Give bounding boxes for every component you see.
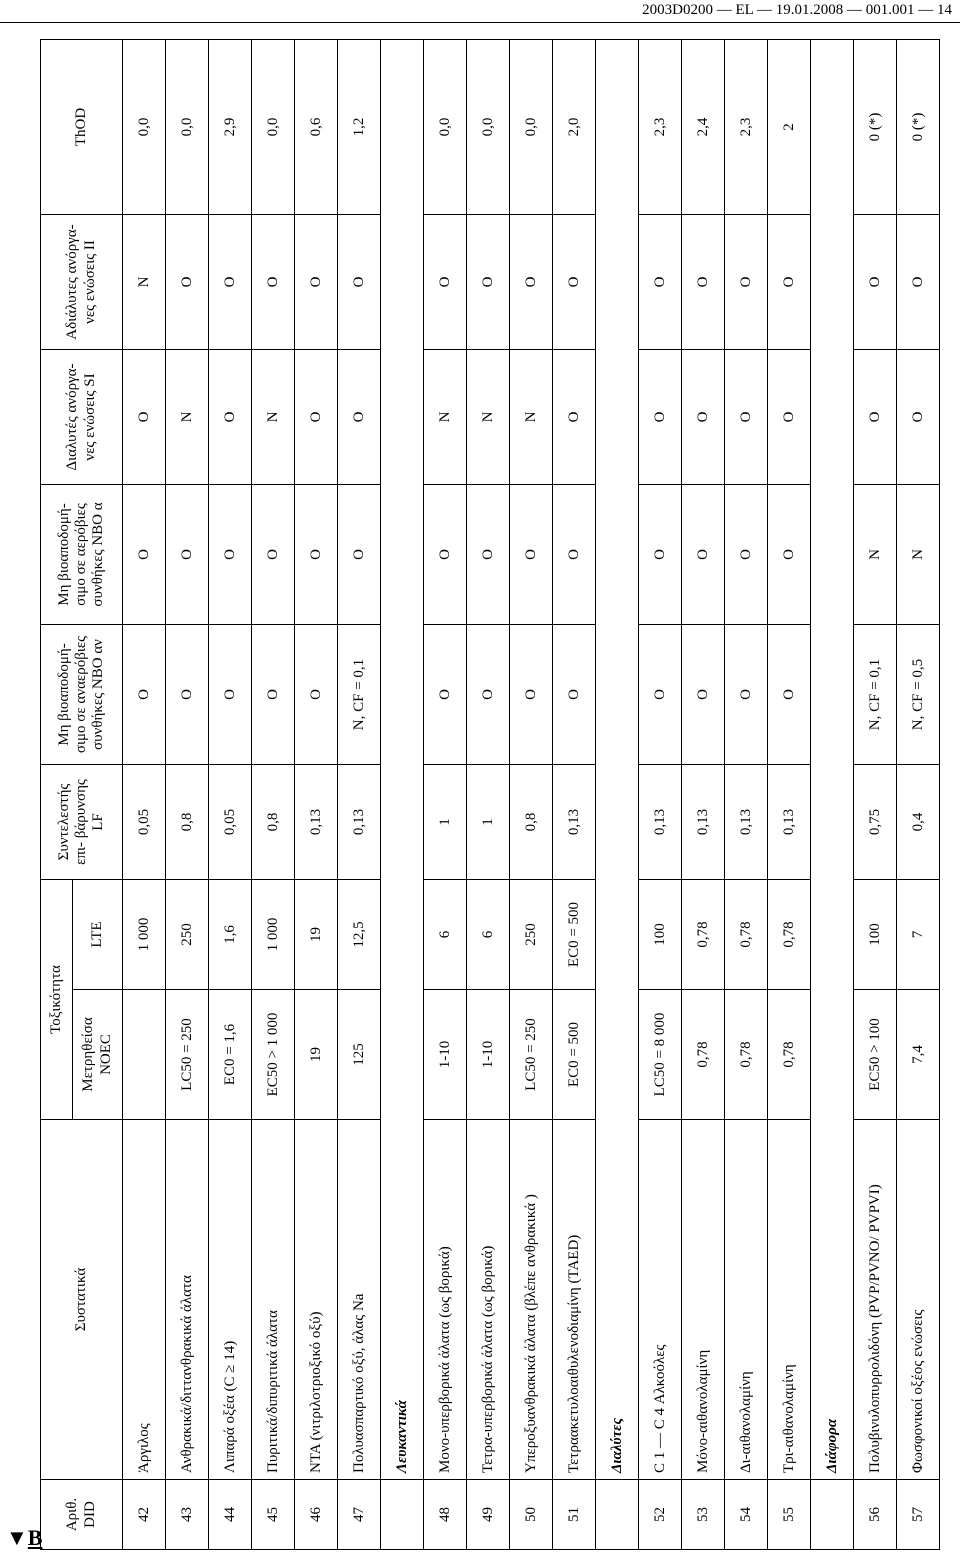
cell-id: 45 xyxy=(252,1480,295,1550)
cell-name: Τετρα-υπερβορικά άλατα (ως βορικά) xyxy=(467,1120,510,1480)
cell-thod: 0 (*) xyxy=(854,40,897,215)
cell-noec: EC0 = 1,6 xyxy=(209,990,252,1120)
cell-nbo-anaerobic: N, CF = 0,1 xyxy=(854,625,897,765)
cell-nbo-aerobic: O xyxy=(682,485,725,625)
cell-lf: 0,8 xyxy=(166,765,209,880)
section-row xyxy=(811,40,854,1550)
cell-thod: 2,3 xyxy=(725,40,768,215)
cell-nbo-anaerobic: O xyxy=(510,625,553,765)
col-noec-header: Μετρηθείσα NOEC xyxy=(73,990,123,1120)
cell-noec: 7,4 xyxy=(897,990,940,1120)
cell-lf: 0,13 xyxy=(682,765,725,880)
cell-id: 46 xyxy=(295,1480,338,1550)
col-aerobic-header: Μη βιοαποδομή- σιμο σε αερόβιες συνθήκες ΝΒΟ α xyxy=(41,485,123,625)
table-row xyxy=(854,40,897,1550)
col-id-header: Αριθ. DID xyxy=(41,1480,123,1550)
cell-lf: 0,13 xyxy=(338,765,381,880)
document-reference: 2003D0200 — EL — 19.01.2008 — 001.001 — 14 xyxy=(642,2,952,18)
cell-ii: O xyxy=(854,215,897,350)
cell-id: 49 xyxy=(467,1480,510,1550)
cell-lf: 0,8 xyxy=(510,765,553,880)
cell-nbo-aerobic: N xyxy=(854,485,897,625)
amendment-marker xyxy=(6,1525,42,1551)
cell-name: Τετραακετυλοαιθυλενοδιαμίνη (TAED) xyxy=(553,1120,596,1480)
cell-si: O xyxy=(209,350,252,485)
cell-nbo-anaerobic: O xyxy=(295,625,338,765)
cell-thod: 0,0 xyxy=(510,40,553,215)
cell-ii: O xyxy=(510,215,553,350)
cell-ii: O xyxy=(467,215,510,350)
cell-noec: 1-10 xyxy=(467,990,510,1120)
cell-noec: 125 xyxy=(338,990,381,1120)
cell-si: N xyxy=(252,350,295,485)
cell-ii: O xyxy=(639,215,682,350)
cell-nbo-aerobic: N xyxy=(897,485,940,625)
cell-noec xyxy=(123,990,166,1120)
cell-thod: 2,3 xyxy=(639,40,682,215)
cell-si: O xyxy=(725,350,768,485)
cell-noec: EC0 = 500 xyxy=(553,990,596,1120)
cell-thod: 0,6 xyxy=(295,40,338,215)
cell-nbo-aerobic: O xyxy=(768,485,811,625)
cell-lte: 100 xyxy=(854,880,897,990)
cell-lte: 1 000 xyxy=(123,880,166,990)
cell-noec: EC50 > 100 xyxy=(854,990,897,1120)
cell-lte: 250 xyxy=(510,880,553,990)
cell-si: O xyxy=(639,350,682,485)
table-row xyxy=(166,40,209,1550)
cell-si: O xyxy=(123,350,166,485)
table-row xyxy=(897,40,940,1550)
cell-id: 44 xyxy=(209,1480,252,1550)
cell-nbo-aerobic: O xyxy=(639,485,682,625)
table-row xyxy=(338,40,381,1550)
section-title: Διάφορα xyxy=(811,40,854,1480)
col-anaerobic-header: Μη βιοαποδομή- σιμο σε αναερόβιες συνθήκες ΝΒΟ αν xyxy=(41,625,123,765)
cell-thod: 0 (*) xyxy=(897,40,940,215)
col-toxicity-header: Τοξικότητα xyxy=(41,880,73,1120)
section-row xyxy=(596,40,639,1550)
cell-thod: 0,0 xyxy=(467,40,510,215)
table-row xyxy=(209,40,252,1550)
cell-lf: 1 xyxy=(467,765,510,880)
col-thod-header: ThOD xyxy=(41,40,123,215)
table-row xyxy=(123,40,166,1550)
cell-lte: EC0 = 500 xyxy=(553,880,596,990)
cell-nbo-aerobic: O xyxy=(424,485,467,625)
cell-thod: 1,2 xyxy=(338,40,381,215)
section-spacer xyxy=(381,1480,424,1550)
cell-nbo-aerobic: O xyxy=(166,485,209,625)
cell-id: 54 xyxy=(725,1480,768,1550)
cell-ii: O xyxy=(424,215,467,350)
cell-lf: 0,13 xyxy=(639,765,682,880)
marker-arrow: ▼ xyxy=(6,1525,28,1550)
section-row xyxy=(381,40,424,1550)
cell-lte: 6 xyxy=(467,880,510,990)
cell-nbo-aerobic: O xyxy=(510,485,553,625)
cell-si: O xyxy=(553,350,596,485)
cell-thod: 0,0 xyxy=(424,40,467,215)
cell-si: O xyxy=(768,350,811,485)
table-row xyxy=(467,40,510,1550)
cell-id: 48 xyxy=(424,1480,467,1550)
cell-thod: 2,0 xyxy=(553,40,596,215)
cell-si: O xyxy=(854,350,897,485)
cell-ii: N xyxy=(123,215,166,350)
cell-nbo-anaerobic: O xyxy=(725,625,768,765)
cell-lf: 0,13 xyxy=(295,765,338,880)
cell-si: O xyxy=(295,350,338,485)
col-lte-header: LTE xyxy=(73,880,123,990)
section-title: Διαλύτες xyxy=(596,40,639,1480)
cell-nbo-anaerobic: O xyxy=(424,625,467,765)
cell-lf: 0,8 xyxy=(252,765,295,880)
cell-id: 42 xyxy=(123,1480,166,1550)
section-spacer xyxy=(596,1480,639,1550)
cell-id: 52 xyxy=(639,1480,682,1550)
cell-ii: O xyxy=(209,215,252,350)
cell-lf: 0,05 xyxy=(123,765,166,880)
cell-noec: 0,78 xyxy=(725,990,768,1120)
cell-thod: 0,0 xyxy=(252,40,295,215)
cell-id: 57 xyxy=(897,1480,940,1550)
cell-lte: 100 xyxy=(639,880,682,990)
cell-si: O xyxy=(682,350,725,485)
cell-noec: EC50 > 1 000 xyxy=(252,990,295,1120)
cell-name: NTA (νιτριλοτριοξικό οξύ) xyxy=(295,1120,338,1480)
cell-lf: 0,75 xyxy=(854,765,897,880)
cell-id: 47 xyxy=(338,1480,381,1550)
cell-name: Πυριτικά/διπυριτικά άλατα xyxy=(252,1120,295,1480)
cell-ii: O xyxy=(897,215,940,350)
cell-nbo-anaerobic: O xyxy=(467,625,510,765)
col-ii-header: Αδιάλυτες ανόργα- νες ενώσεις ΙΙ xyxy=(41,215,123,350)
cell-lf: 0,13 xyxy=(725,765,768,880)
cell-noec: LC50 = 250 xyxy=(510,990,553,1120)
col-ingredient-header: Συστατικά xyxy=(41,1120,123,1480)
cell-ii: O xyxy=(295,215,338,350)
cell-noec: LC50 = 250 xyxy=(166,990,209,1120)
cell-lte: 0,78 xyxy=(725,880,768,990)
cell-id: 53 xyxy=(682,1480,725,1550)
cell-si: O xyxy=(897,350,940,485)
cell-thod: 2,4 xyxy=(682,40,725,215)
cell-ii: O xyxy=(682,215,725,350)
cell-lte: 7 xyxy=(897,880,940,990)
section-spacer xyxy=(811,1480,854,1550)
cell-lte: 250 xyxy=(166,880,209,990)
cell-si: N xyxy=(166,350,209,485)
header-rule xyxy=(0,22,960,23)
cell-noec: 1-10 xyxy=(424,990,467,1120)
cell-lte: 1 000 xyxy=(252,880,295,990)
cell-name: Υπεροξυανθρακικά άλατα (βλέπε ανθρακικά ) xyxy=(510,1120,553,1480)
cell-nbo-anaerobic: O xyxy=(209,625,252,765)
cell-id: 50 xyxy=(510,1480,553,1550)
cell-nbo-anaerobic: O xyxy=(166,625,209,765)
cell-ii: O xyxy=(252,215,295,350)
table-row xyxy=(424,40,467,1550)
cell-thod: 0,0 xyxy=(166,40,209,215)
table-row xyxy=(510,40,553,1550)
table-row xyxy=(682,40,725,1550)
cell-lte: 1,6 xyxy=(209,880,252,990)
col-si-header: Διαλυτές ανόργα- νες ενώσεις SI xyxy=(41,350,123,485)
table-row xyxy=(639,40,682,1550)
cell-name: Πολυβινυλοπυρρολιδόνη (PVP/PVNO/ PVPVI) xyxy=(854,1120,897,1480)
cell-name: Μόνο-αιθανολαμίνη xyxy=(682,1120,725,1480)
cell-ii: O xyxy=(725,215,768,350)
cell-lf: 0,05 xyxy=(209,765,252,880)
table-row xyxy=(252,40,295,1550)
cell-lte: 12,5 xyxy=(338,880,381,990)
cell-id: 51 xyxy=(553,1480,596,1550)
cell-noec: 0,78 xyxy=(682,990,725,1120)
section-title: Λευκαντικά xyxy=(381,40,424,1480)
cell-name: Μονο-υπερβορικά άλατα (ως βορικά) xyxy=(424,1120,467,1480)
cell-nbo-anaerobic: O xyxy=(682,625,725,765)
cell-id: 43 xyxy=(166,1480,209,1550)
cell-nbo-aerobic: O xyxy=(725,485,768,625)
cell-ii: O xyxy=(553,215,596,350)
cell-noec: 19 xyxy=(295,990,338,1120)
cell-lte: 0,78 xyxy=(682,880,725,990)
cell-name: Ανθρακικά/διττανθρακικά άλατα xyxy=(166,1120,209,1480)
cell-ii: O xyxy=(338,215,381,350)
cell-nbo-anaerobic: N, CF = 0,5 xyxy=(897,625,940,765)
cell-nbo-anaerobic: O xyxy=(123,625,166,765)
cell-lf: 1 xyxy=(424,765,467,880)
cell-nbo-aerobic: O xyxy=(123,485,166,625)
cell-thod: 2 xyxy=(768,40,811,215)
cell-nbo-aerobic: O xyxy=(467,485,510,625)
cell-name: Λιπαρά οξέα (C ≥ 14) xyxy=(209,1120,252,1480)
cell-id: 56 xyxy=(854,1480,897,1550)
cell-nbo-aerobic: O xyxy=(252,485,295,625)
cell-lte: 19 xyxy=(295,880,338,990)
cell-name: C 1 — C 4 Αλκοόλες xyxy=(639,1120,682,1480)
cell-nbo-anaerobic: O xyxy=(768,625,811,765)
cell-si: N xyxy=(510,350,553,485)
cell-si: N xyxy=(424,350,467,485)
ingredients-table xyxy=(40,39,940,1550)
rotated-table-container xyxy=(40,40,940,1550)
cell-nbo-anaerobic: O xyxy=(252,625,295,765)
cell-lf: 0,4 xyxy=(897,765,940,880)
marker-label: B xyxy=(27,1525,43,1550)
cell-nbo-anaerobic: O xyxy=(553,625,596,765)
cell-name: Δι-αιθανολαμίνη xyxy=(725,1120,768,1480)
cell-noec: LC50 = 8 000 xyxy=(639,990,682,1120)
cell-nbo-aerobic: O xyxy=(295,485,338,625)
cell-ii: O xyxy=(166,215,209,350)
table-row xyxy=(768,40,811,1550)
cell-nbo-aerobic: O xyxy=(338,485,381,625)
cell-name: Πολυασπαρτικό οξύ, άλας Na xyxy=(338,1120,381,1480)
cell-name: Άργιλος xyxy=(123,1120,166,1480)
cell-lf: 0,13 xyxy=(553,765,596,880)
cell-si: N xyxy=(467,350,510,485)
cell-nbo-aerobic: O xyxy=(553,485,596,625)
cell-lf: 0,13 xyxy=(768,765,811,880)
cell-thod: 0,0 xyxy=(123,40,166,215)
cell-si: O xyxy=(338,350,381,485)
cell-name: Φωσφονικοί οξέος ενώσεις xyxy=(897,1120,940,1480)
cell-noec: 0,78 xyxy=(768,990,811,1120)
cell-lte: 6 xyxy=(424,880,467,990)
table-row xyxy=(295,40,338,1550)
table-row xyxy=(725,40,768,1550)
col-lf-header: Συντελεστής επι- βάρυνσης LF xyxy=(41,765,123,880)
cell-ii: O xyxy=(768,215,811,350)
cell-thod: 2,9 xyxy=(209,40,252,215)
table-row xyxy=(553,40,596,1550)
cell-lte: 0,78 xyxy=(768,880,811,990)
cell-nbo-anaerobic: O xyxy=(639,625,682,765)
cell-id: 55 xyxy=(768,1480,811,1550)
cell-nbo-aerobic: O xyxy=(209,485,252,625)
cell-name: Τρι-αιθανολαμίνη xyxy=(768,1120,811,1480)
cell-nbo-anaerobic: N, CF = 0,1 xyxy=(338,625,381,765)
